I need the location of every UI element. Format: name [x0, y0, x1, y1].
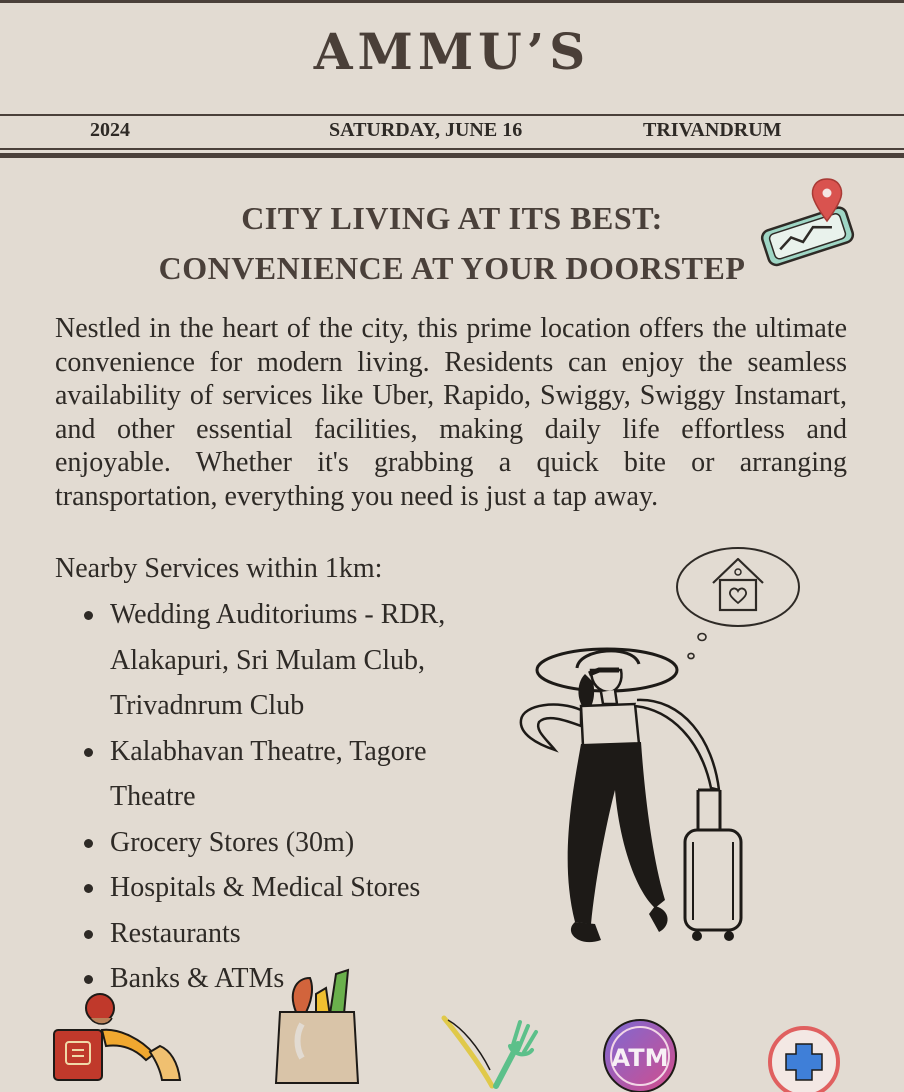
medical-cross-icon: [768, 1022, 844, 1092]
services-list: [80, 592, 510, 1002]
list-item: Grocery Stores (30m): [80, 820, 510, 866]
list-item: Restaurants: [80, 911, 510, 957]
masthead-rule-lower-thin: [0, 148, 904, 150]
grocery-bag-icon: [266, 968, 366, 1083]
atm-label: ATM: [611, 1044, 669, 1072]
headline-line-2: CONVENIENCE AT YOUR DOORSTEP: [158, 250, 746, 286]
article-body: Nestled in the heart of the city, this prime location offers the ultimate convenience for modern living. Residents can enjoy the seamless availability of services like Uber, Rapido, Swiggy, Swiggy Instamart, and other essential facilities, making daily life effortless and enjoyable. Whether it's grabbing a quick bite or arranging transportation, everything you need is just a tap away.: [55, 313, 847, 512]
masthead-rule-lower-thick: [0, 153, 904, 158]
nearby-services-heading: Nearby Services within 1km:: [55, 553, 383, 584]
masthead-title: AMMU’S: [313, 22, 591, 81]
headline-line-1: CITY LIVING AT ITS BEST:: [241, 200, 663, 236]
list-item: Kalabhavan Theatre, Tagore Theatre: [80, 729, 510, 820]
list-item: Hospitals & Medical Stores: [80, 865, 510, 911]
dateline-city: TRIVANDRUM: [643, 119, 782, 141]
top-border-rule: [0, 0, 904, 3]
fork-knife-icon: [440, 1010, 540, 1090]
atm-icon: [600, 1018, 680, 1088]
delivery-scooter-icon: [50, 990, 190, 1090]
list-item: Banks & ATMs: [80, 956, 510, 1002]
list-item: Wedding Auditoriums - RDR, Alakapuri, Sri Mulam Club, Trivadnrum Club: [80, 592, 510, 729]
dateline-year: 2024: [90, 119, 130, 141]
traveler-illustration: [515, 640, 750, 955]
dateline-date: SATURDAY, JUNE 16: [329, 119, 523, 141]
map-pin-icon: [755, 175, 865, 270]
masthead-rule-upper: [0, 114, 904, 116]
